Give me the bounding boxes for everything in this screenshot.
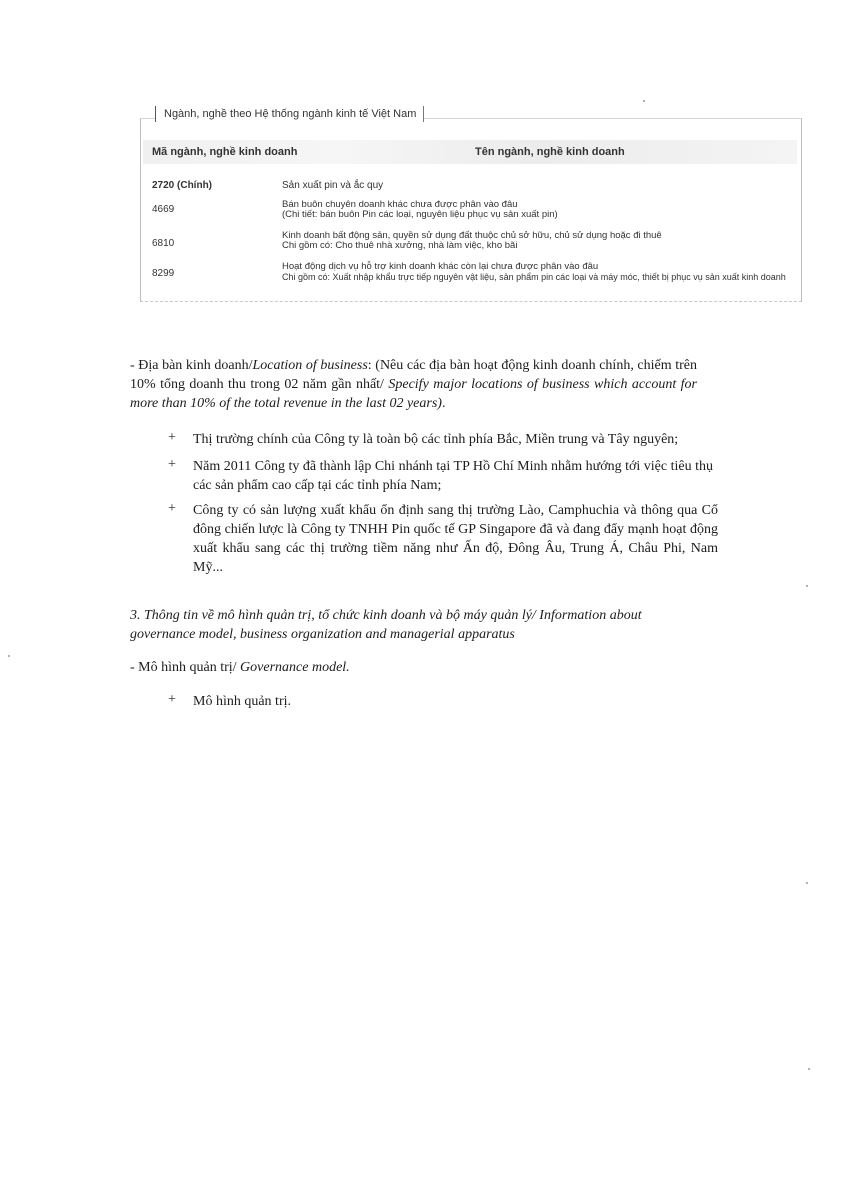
scan-speck — [806, 585, 808, 587]
table-row-name: Sản xuất pin và ắc quy — [282, 180, 384, 191]
bullet-symbol: + — [168, 457, 176, 472]
list-item: Năm 2011 Công ty đã thành lập Chi nhánh tại TP Hồ Chí Minh nhằm hướng tới việc tiêu thụ các sản phẩm cao cấp tại các tỉnh phía Nam; — [193, 459, 713, 493]
section-3-heading: 3. Thông tin về mô hình quản trị, tổ chức kinh doanh và bộ máy quản lý/ Information about governance model, business organization and managerial apparatus — [130, 608, 642, 642]
column-header-code: Mã ngành, nghề kinh doanh — [152, 146, 298, 158]
list-item: Công ty có sản lượng xuất khẩu ổn định sang thị trường Lào, Camphuchia và thông qua Cổ đông chiến lược là Công ty TNHH Pin quốc tế GP Singapore đã và đang đẩy mạnh hoạt động xuất khẩu sang các thị trường tiềm năng như Ấn độ, Đông Âu, Trung Á, Châu Phi, Nam Mỹ... — [193, 503, 718, 575]
table-row-code: 8299 — [152, 268, 175, 279]
scan-speck — [806, 882, 808, 884]
table-row-code: 6810 — [152, 238, 175, 249]
location-text-en: Specify major locations of business which account for more than 10% of the total revenue in the last 02 years) — [130, 377, 697, 411]
table-row-name: Bán buôn chuyên doanh khác chưa được phân vào đâu — [282, 199, 518, 210]
bullet-symbol: + — [168, 501, 176, 516]
table-row-name: Kinh doanh bất động sản, quyền sử dụng đất thuộc chủ sở hữu, chủ sử dụng hoặc đi thuê — [282, 230, 662, 241]
location-lead-en: Location of business — [252, 358, 368, 373]
table-row-detail: (Chi tiết: bán buôn Pin các loại, nguyên liệu phục vụ sản xuất pin) — [282, 209, 558, 220]
table-row-name: Hoạt động dịch vụ hỗ trợ kinh doanh khác còn lại chưa được phân vào đâu — [282, 261, 599, 272]
table-row-code: 2720 (Chính) — [152, 180, 213, 191]
location-lead: - Địa bàn kinh doanh/ — [130, 358, 253, 373]
location-paragraph — [130, 356, 697, 413]
location-end: . — [441, 396, 446, 411]
governance-lead: - Mô hình quản trị/ — [130, 660, 241, 675]
bullet-symbol: + — [168, 430, 176, 445]
table-row-code: 4669 — [152, 204, 175, 215]
governance-lead-en: Governance model. — [240, 660, 350, 675]
table-row-detail: Chi gồm có: Cho thuê nhà xưởng, nhà làm việc, kho bãi — [282, 240, 518, 251]
table-legend: Ngành, nghề theo Hệ thống ngành kinh tế Việt Nam — [155, 106, 424, 122]
table-row-detail: Chi gồm có: Xuất nhập khẩu trực tiếp nguyên vật liệu, sản phẩm pin các loại và máy móc, thiết bị phục vụ sản xuất kinh doanh — [282, 272, 786, 282]
scan-speck — [643, 100, 645, 102]
bullet-symbol: + — [168, 692, 176, 707]
location-text: : (Nêu các địa bàn hoạt động kinh doanh chính, chiếm trên 10% tổng doanh thu trong 02 năm gần nhất/ — [130, 358, 697, 392]
list-item: Thị trường chính của Công ty là toàn bộ các tỉnh phía Bắc, Miền trung và Tây nguyên; — [193, 432, 679, 447]
governance-line — [130, 658, 690, 677]
column-header-name: Tên ngành, nghề kinh doanh — [475, 146, 625, 158]
list-item: Mô hình quản trị. — [193, 694, 291, 709]
scan-speck — [808, 1068, 810, 1070]
scan-speck — [8, 655, 10, 657]
